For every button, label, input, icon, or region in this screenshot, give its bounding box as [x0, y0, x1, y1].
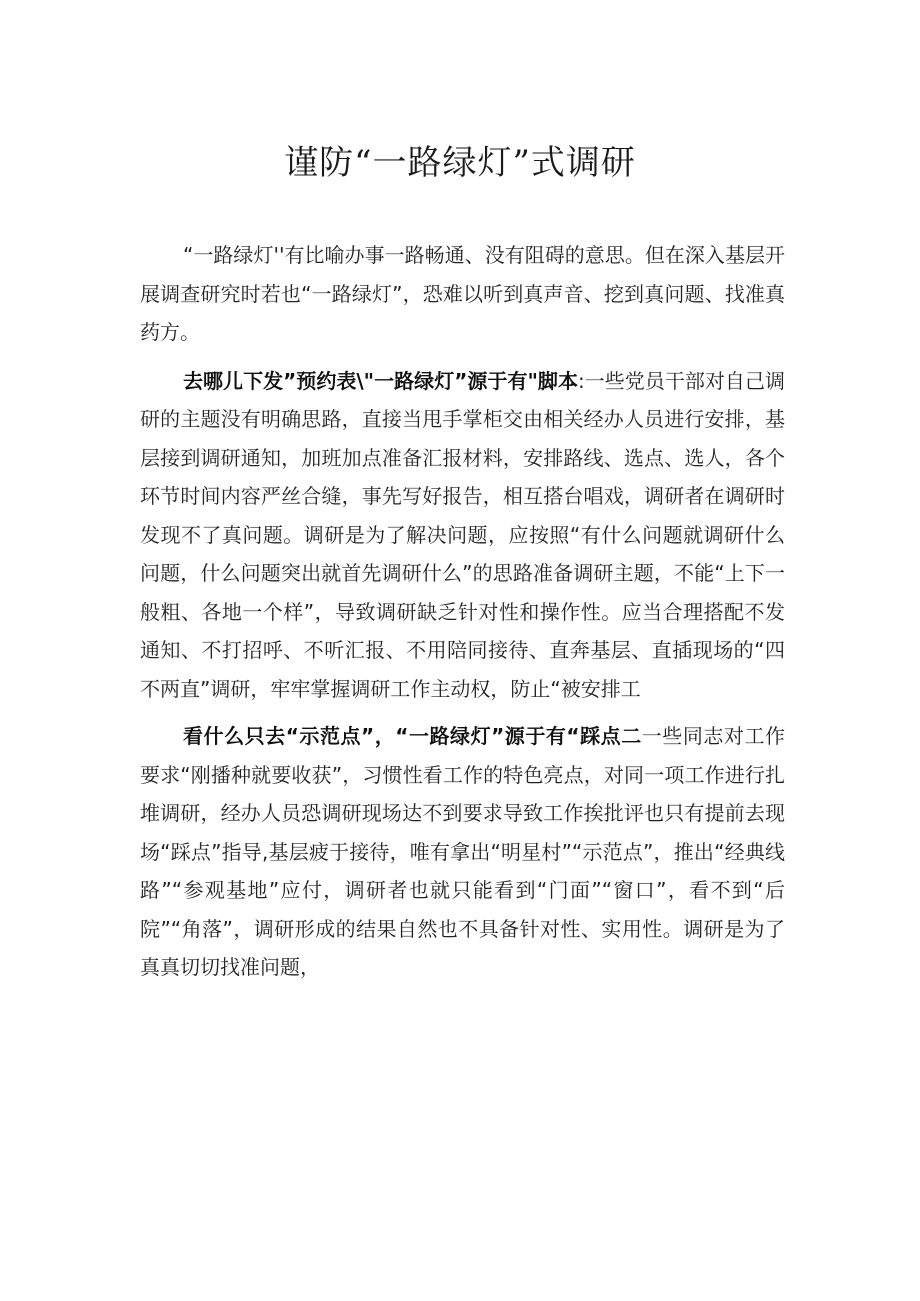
paragraph-intro [140, 236, 785, 352]
paragraph-script-text: :一些党员干部对自己调研的主题没有明确思路，直接当甩手掌柜交由相关经办人员进行安排，基层接到调研通知，加班加点准备汇报材料，安排路线、选点、选人，各个环节时间内容严丝合缝，事先写好报告，相互搭台唱戏，调研者在调研时发现不了真问题。调研是为了解决问题，应按照“有什么问题就调研什么问题，什么问题突出就首先调研什么”的思路准备调研主题，不能“上下一般粗、各地一个样”，导致调研缺乏针对性和操作性。应当合理搭配不发通知、不打招呼、不听汇报、不用陪同接待、直奔基层、直插现场的“四不两直”调研，牢牢掌握调研工作主动权，防止“被安排工 [140, 368, 785, 701]
paragraph-demo-site-heading: 看什么只去“示范点”，“一路绿灯”源于有“踩点二 [183, 724, 642, 748]
document-title: 谨防“一路绿灯”式调研 [284, 143, 636, 183]
paragraph-demo-site [140, 717, 785, 987]
paragraph-script [140, 362, 785, 709]
document-body [140, 236, 785, 996]
paragraph-intro-text: “一路绿灯''有比喻办事一路畅通、没有阻碍的意思。但在深入基层开展调查研究时若也“一路绿灯”，恐难以听到真声音、挖到真问题、找准真药方。 [140, 243, 785, 344]
paragraph-script-heading: 去哪儿下发”预约表\"一路绿灯”源于有"脚本 [183, 368, 578, 393]
paragraph-demo-site-text: 一些同志对工作要求“刚播种就要收获”，习惯性看工作的特色亮点，对同一项工作进行扎堆调研，经办人员恐调研现场达不到要求导致工作挨批评也只有提前去现场“踩点”指导,基层疲于接待，唯有拿出“明星村”“示范点”，推出“经典线路”“参观基地”应付，调研者也就只能看到“门面”“窗口”，看不到“后院”“角落”，调研形成的结果自然也不具备针对性、实用性。调研是为了真真切切找准问题， [140, 724, 786, 979]
